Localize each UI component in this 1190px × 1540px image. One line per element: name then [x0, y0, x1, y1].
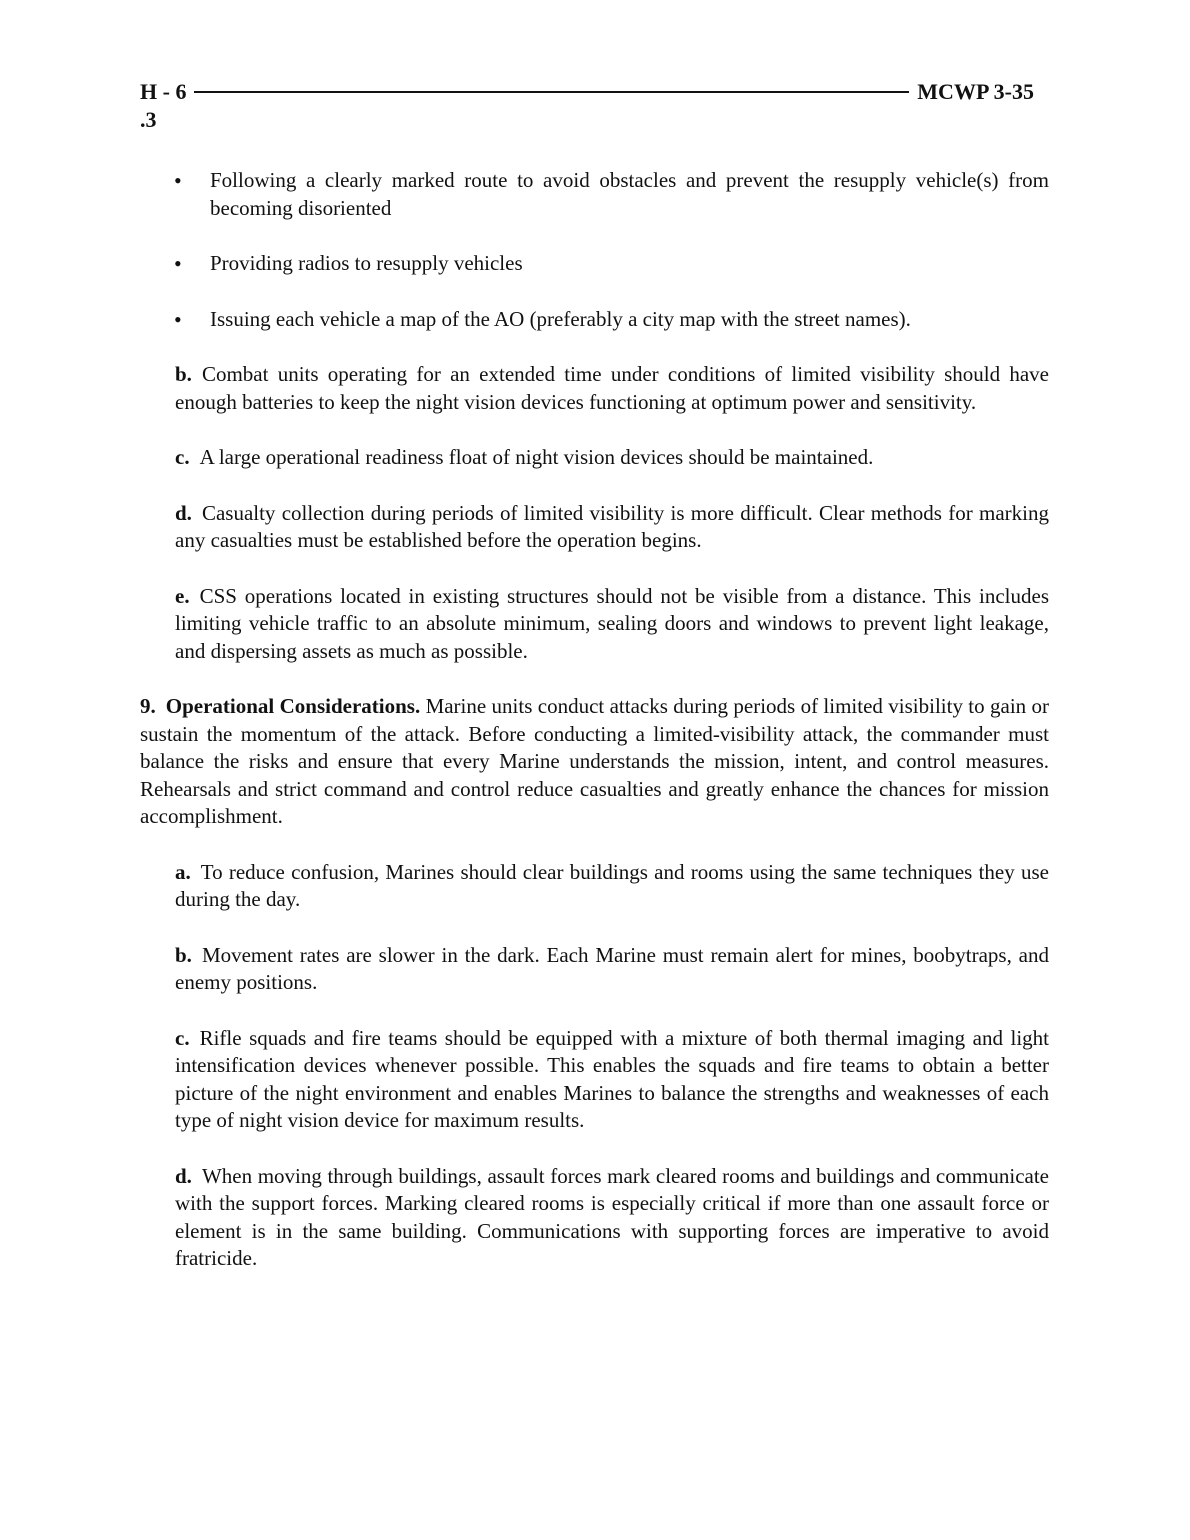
section-paragraph [140, 693, 1049, 831]
subparagraph-label: e. [175, 583, 190, 608]
subparagraph-label: b. [175, 942, 192, 967]
subparagraph-text: When moving through buildings, assault forces mark cleared rooms and buildings and communicate with the support forces. Marking cleared rooms is especially critical if more than one assault force or element is in the same building. Communications with supporting forces are imperative to avoid fratricide. [175, 1163, 1049, 1270]
header-row [140, 78, 1034, 106]
subparagraph-text: Movement rates are slower in the dark. Each Marine must remain alert for mines, boobytraps, and enemy positions. [175, 942, 1049, 994]
page-body [140, 167, 1049, 1301]
subparagraph [175, 1025, 1049, 1135]
subparagraph [175, 1163, 1049, 1273]
bullet-icon: • [174, 168, 182, 193]
subparagraph [175, 444, 1049, 472]
subparagraph-label: d. [175, 500, 192, 525]
subparagraph-text: A large operational readiness float of night vision devices should be maintained. [199, 445, 874, 469]
subparagraph-label: b. [175, 362, 192, 386]
publication-id-suffix: .3 [140, 107, 157, 132]
subparagraph [175, 583, 1049, 666]
section-title: Operational Considerations. [165, 694, 421, 718]
header-rule [194, 91, 909, 93]
publication-id: MCWP 3-35 [917, 79, 1034, 104]
bullet-icon: • [174, 306, 182, 332]
subparagraph-text: Rifle squads and fire teams should be equipped with a mixture of both thermal imaging and light intensification devices whenever possible. This enables the squads and fire teams to obtain a better picture of the night environment and enables Marines to balance the strengths and weaknesses of each type of night vision device for maximum results. [175, 1025, 1049, 1132]
bullet-text: Providing radios to resupply vehicles [210, 251, 523, 275]
page-number: H - 6 [140, 79, 187, 104]
subparagraph-label: c. [175, 1025, 190, 1050]
subparagraph [175, 361, 1049, 416]
page-header [140, 78, 1034, 134]
bullet-text: Issuing each vehicle a map of the AO (preferably a city map with the street names). [210, 306, 911, 331]
subparagraph [175, 942, 1049, 997]
subparagraph-label: c. [175, 445, 190, 469]
bullet-item [174, 306, 1049, 334]
subparagraph [175, 859, 1049, 914]
subparagraph-text: Casualty collection during periods of limited visibility is more difficult. Clear methods for marking any casualties must be established before the operation begins. [175, 500, 1049, 552]
section-text: Marine units conduct attacks during periods of limited visibility to gain or sustain the momentum of the attack. Before conducting a limited-visibility attack, the commander must balance the risks and ensure that every Marine understands the mission, intent, and control measures. Rehearsals and strict command and control reduce casualties and greatly enhance the chances for mission accomplishment. [140, 694, 1049, 828]
subparagraph-text: To reduce confusion, Marines should clear buildings and rooms using the same techniques they use during the day. [175, 859, 1049, 911]
subparagraph-label: d. [175, 1163, 192, 1188]
subparagraph-label: a. [175, 859, 191, 884]
bullet-text: Following a clearly marked route to avoid obstacles and prevent the resupply vehicle(s) from becoming disoriented [210, 168, 1049, 220]
bullet-item [174, 167, 1049, 222]
bullet-icon: • [174, 251, 182, 276]
subparagraph [175, 500, 1049, 555]
bullet-item [174, 250, 1049, 278]
section-number: 9. [140, 694, 156, 718]
subparagraph-text: Combat units operating for an extended time under conditions of limited visibility should have enough batteries to keep the night vision devices functioning at optimum power and sensitivity. [175, 362, 1049, 414]
subparagraph-text: CSS operations located in existing structures should not be visible from a distance. This includes limiting vehicle traffic to an absolute minimum, sealing doors and windows to prevent light leakage, and dispersing assets as much as possible. [175, 583, 1049, 663]
